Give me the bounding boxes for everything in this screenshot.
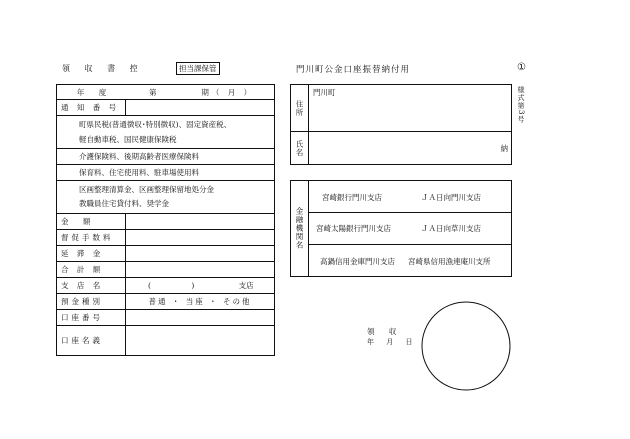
- bank-name: 宮崎銀行門川支店: [322, 193, 382, 202]
- receipt-date-label: 年 月 日: [367, 338, 418, 346]
- receipt-table: [56, 84, 275, 356]
- late-fee-label: 延 滞 金: [57, 246, 126, 262]
- tax-items-3: 保育料、住宅使用料、駐車場使用料: [57, 165, 275, 181]
- account-number-value: [126, 310, 275, 326]
- bank-name: ＪＡ日向草川支店: [421, 224, 481, 233]
- name-side: [291, 132, 309, 164]
- tax-item: 町県民税(普通徴収･特別徴収)、固定資産税、: [79, 120, 232, 129]
- amount-value: [126, 214, 275, 230]
- bank-name: 宮崎太陽銀行門川支店: [316, 224, 391, 233]
- deposit-type-label: 預金種別: [57, 294, 126, 310]
- address-label: 住所: [295, 99, 304, 117]
- branch-paren-open: (: [148, 281, 151, 290]
- receipt-stamp-circle: [420, 300, 512, 392]
- total-label: 合 計 額: [57, 262, 126, 278]
- period-prefix: 第: [149, 87, 157, 97]
- notice-number-value: [126, 100, 275, 116]
- branch-value: [126, 278, 275, 294]
- late-fee-value: [126, 246, 275, 262]
- receipt-label: 領 収: [367, 327, 403, 336]
- address-value: 門川町: [313, 88, 336, 97]
- tax-item: 軽自動車税、国民健康保険税: [79, 135, 177, 144]
- form-number: ①: [517, 62, 526, 73]
- period-suffix: 期（ 月 ）: [201, 87, 255, 97]
- address-side: [291, 85, 309, 131]
- branch-suffix: 支店: [238, 281, 254, 290]
- branch-label: 支 店 名: [57, 278, 126, 294]
- account-number-label: 口座番号: [57, 310, 126, 326]
- form-title: 門川町公金口座振替納付用: [296, 65, 411, 75]
- receipt-copy-title: 領 収 書 控: [62, 64, 144, 73]
- bank-side-label: 金融機関名: [295, 207, 304, 250]
- bank-name: ＪＡ日向門川支店: [421, 193, 481, 202]
- penalty-label: 督促手数料: [57, 230, 126, 246]
- deposit-type-options: 普通 ・ 当座 ・ その他: [126, 294, 275, 310]
- tax-item: 教職員住宅貸付料、奨学金: [79, 199, 169, 208]
- bank-divider: [308, 244, 511, 245]
- account-name-value: [126, 326, 275, 356]
- form-style-label: 様式第3号: [517, 86, 525, 124]
- tax-items-4: [57, 181, 275, 214]
- bank-divider: [308, 212, 511, 213]
- bank-side: [291, 181, 309, 276]
- name-box: [290, 131, 512, 165]
- section-stamp: 担当課保管: [176, 62, 220, 75]
- tax-items-2: 介護保険料、後期高齢者医療保険料: [57, 149, 275, 165]
- account-name-label: 口座名義: [57, 326, 126, 356]
- penalty-value: [126, 230, 275, 246]
- name-label: 氏名: [295, 139, 304, 157]
- year-period-row: [57, 85, 275, 100]
- bank-name: 高鍋信用金庫門川支店: [320, 257, 395, 266]
- total-value: [126, 262, 275, 278]
- tax-items-1: [57, 116, 275, 149]
- tax-item: 区画整理清算金、区画整理保留地処分金: [79, 185, 214, 194]
- bank-box: [290, 180, 512, 277]
- notice-number-label: 通 知 番 号: [57, 100, 126, 116]
- branch-paren-close: ): [191, 281, 195, 290]
- amount-label: 金 額: [57, 214, 126, 230]
- bank-name: 宮崎県信用漁連庵川支所: [408, 257, 491, 266]
- address-box: [290, 84, 512, 132]
- year-label: 年 度: [76, 87, 113, 97]
- name-suffix: 納: [500, 144, 508, 153]
